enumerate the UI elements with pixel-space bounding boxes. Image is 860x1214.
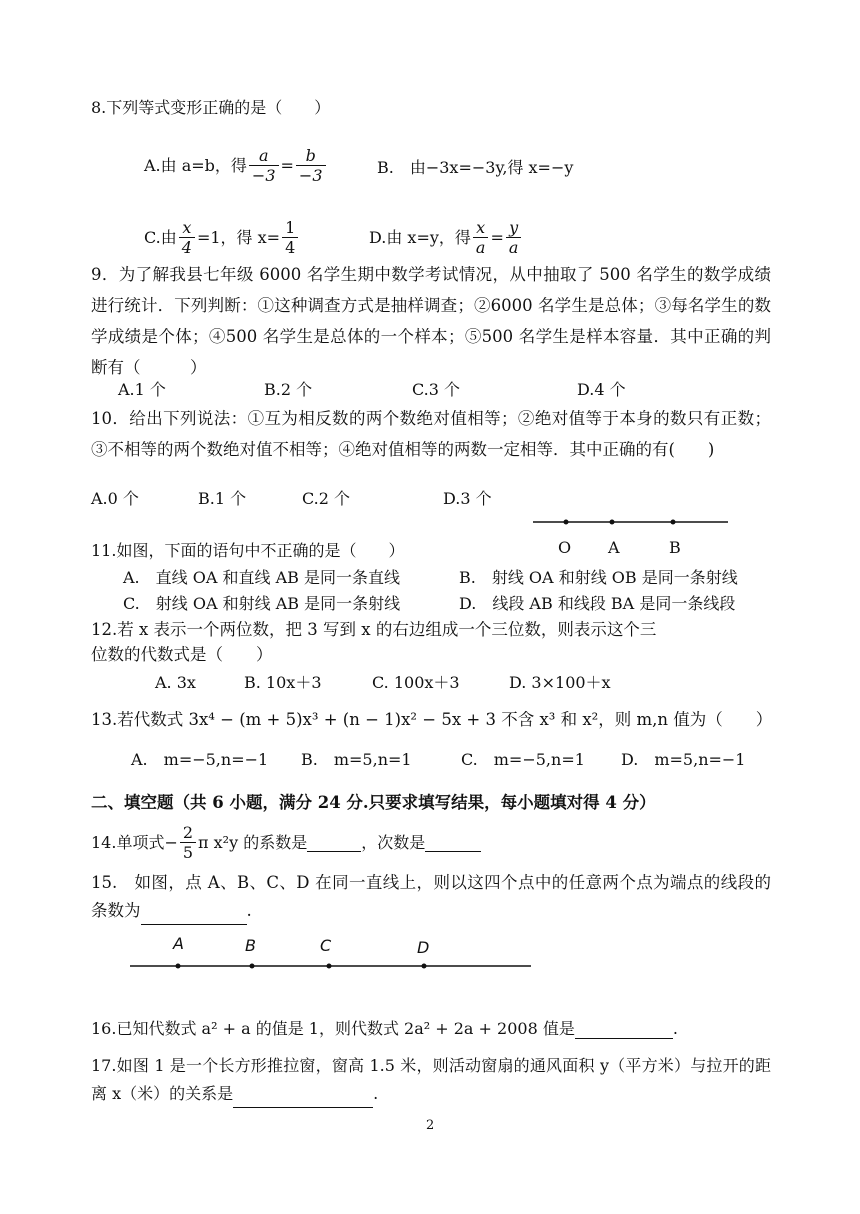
q14-mid: ，次数是 (361, 832, 426, 852)
q15-label-b: B (245, 936, 256, 955)
q15-label-a: A (173, 934, 184, 953)
q17 (91, 1052, 771, 1108)
q13-stem: 13.若代数式 3x⁴ − (m + 5)x³ + (n − 1)x² − 5x + 3 不含 x³ 和 x²，则 m,n 值为（ ） (91, 710, 773, 729)
q17-end: . (373, 1084, 379, 1103)
q10-option-d: D.3 个 (443, 489, 492, 508)
q15-point-a (176, 964, 181, 969)
q8-option-b: B. 由−3x=−3y,得 x=−y (377, 158, 574, 177)
q15-point-b (250, 964, 255, 969)
q16 (91, 1019, 678, 1039)
q9-stem: 9．为了解我县七年级 6000 名学生期中数学考试情况，从中抽取了 500 名学生的数学成绩进行统计．下列判断：①这种调查方式是抽样调查；②6000 名学生是总体；③每名学生的数学成绩是个体；④500 名学生是总体的一个样本；⑤500 名学生是样本容量．其中正确的判断有（ ） (91, 265, 771, 377)
q8-c-frac2: $\frac{1}{4}$ (282, 218, 298, 257)
q13-option-b: B. m=5,n=1 (301, 750, 412, 769)
q11-label-o: O (558, 538, 572, 557)
q15-point-d (422, 964, 427, 969)
q8-option-d (369, 218, 523, 257)
q8-option-a (144, 146, 328, 185)
q8-d-frac1: $\frac{x}{a}$ (473, 218, 489, 257)
q10-option-b: B.1 个 (198, 489, 247, 508)
q15-end: . (246, 901, 252, 920)
q8-a-frac2: $\frac{b}{-3}$ (296, 146, 326, 185)
q8-a-prefix: A.由 a=b，得 (144, 155, 247, 175)
q11-point-b (671, 520, 676, 525)
q8-option-c (144, 218, 300, 257)
q8-c-frac1: $\frac{x}{4}$ (179, 218, 195, 257)
q8-stem: 8.下列等式变形正确的是（ ） (91, 98, 331, 117)
q15-point-c (327, 964, 332, 969)
q14-frac: $\frac{2}{5}$ (180, 823, 196, 862)
q15-blank[interactable] (141, 906, 247, 925)
q15-stem: 15. 如图，点 A、B、C、D 在同一直线上，则以这四个点中的任意两个点为端点的线段的条数为 (91, 873, 771, 920)
q12-option-c: C. 100x＋3 (372, 673, 460, 692)
q14 (91, 823, 481, 862)
q8-c-mid: =1，得 x= (196, 227, 281, 247)
q9-option-a: A.1 个 (118, 380, 166, 399)
q12-line2: 位数的代数式是（ ） (91, 645, 273, 664)
q13-option-d: D. m=5,n=−1 (621, 750, 746, 769)
q8-a-eq: = (280, 155, 294, 175)
q11-option-a: A. 直线 OA 和直线 AB 是同一条直线 (123, 568, 400, 587)
q10-option-c: C.2 个 (302, 489, 351, 508)
q8-c-prefix: C.由 (144, 227, 177, 247)
q12-option-a: A. 3x (155, 673, 196, 692)
q16-end: . (672, 1019, 678, 1038)
q8-d-eq: = (490, 227, 504, 247)
q13-option-a: A. m=−5,n=−1 (131, 750, 269, 769)
q11-stem: 11.如图，下面的语句中不正确的是（ ） (91, 541, 405, 560)
q11-option-c: C. 射线 OA 和射线 AB 是同一条射线 (123, 594, 401, 613)
q8-a-frac1: $\frac{a}{-3}$ (249, 146, 279, 185)
q9-option-d: D.4 个 (577, 380, 626, 399)
q12-option-b: B. 10x＋3 (244, 673, 322, 692)
q8-d-frac2: $\frac{y}{a}$ (506, 218, 522, 257)
q11-option-d: D. 线段 AB 和线段 BA 是同一条线段 (459, 594, 736, 613)
q9-option-b: B.2 个 (264, 380, 313, 399)
q10-option-a: A.0 个 (91, 489, 139, 508)
q14-rest: π x²y 的系数是 (198, 832, 308, 852)
page-number: 2 (426, 1118, 435, 1133)
q8-d-prefix: D.由 x=y，得 (369, 227, 471, 247)
q14-blank-coefficient[interactable] (307, 833, 361, 852)
q11-label-a: A (608, 538, 620, 557)
q10-stem: 10．给出下列说法：①互为相反数的两个数绝对值相等；②绝对值等于本身的数只有正数；③不相等的两个数绝对值不相等；④绝对值相等的两数一定相等．其中正确的有( ) (91, 409, 771, 459)
q12-option-d: D. 3×100＋x (509, 673, 611, 692)
q9-option-c: C.3 个 (412, 380, 461, 399)
q16-blank[interactable] (575, 1020, 673, 1039)
q14-blank-degree[interactable] (425, 833, 481, 852)
q11-label-b: B (669, 538, 681, 557)
q15-label-d: D (417, 938, 430, 957)
q15-label-c: C (320, 936, 332, 955)
q13-option-c: C. m=−5,n=1 (461, 750, 585, 769)
q11-option-b: B. 射线 OA 和射线 OB 是同一条射线 (459, 568, 738, 587)
q17-blank[interactable] (233, 1089, 373, 1108)
q15 (91, 869, 771, 925)
q11-point-a (610, 520, 615, 525)
section-2-heading: 二、填空题（共 6 小题，满分 24 分.只要求填写结果，每小题填对得 4 分） (91, 793, 656, 812)
q17-stem: 17.如图 1 是一个长方形推拉窗，窗高 1.5 米，则活动窗扇的通风面积 y（平方米）与拉开的距离 x（米）的关系是 (91, 1056, 771, 1103)
q11-point-o (564, 520, 569, 525)
q14-prefix: 14.单项式− (91, 832, 178, 852)
q16-stem: 16.已知代数式 a² + a 的值是 1，则代数式 2a² + 2a + 2008 值是 (91, 1019, 575, 1038)
q12-line1: 12.若 x 表示一个两位数，把 3 写到 x 的右边组成一个三位数，则表示这个三 (91, 620, 657, 639)
